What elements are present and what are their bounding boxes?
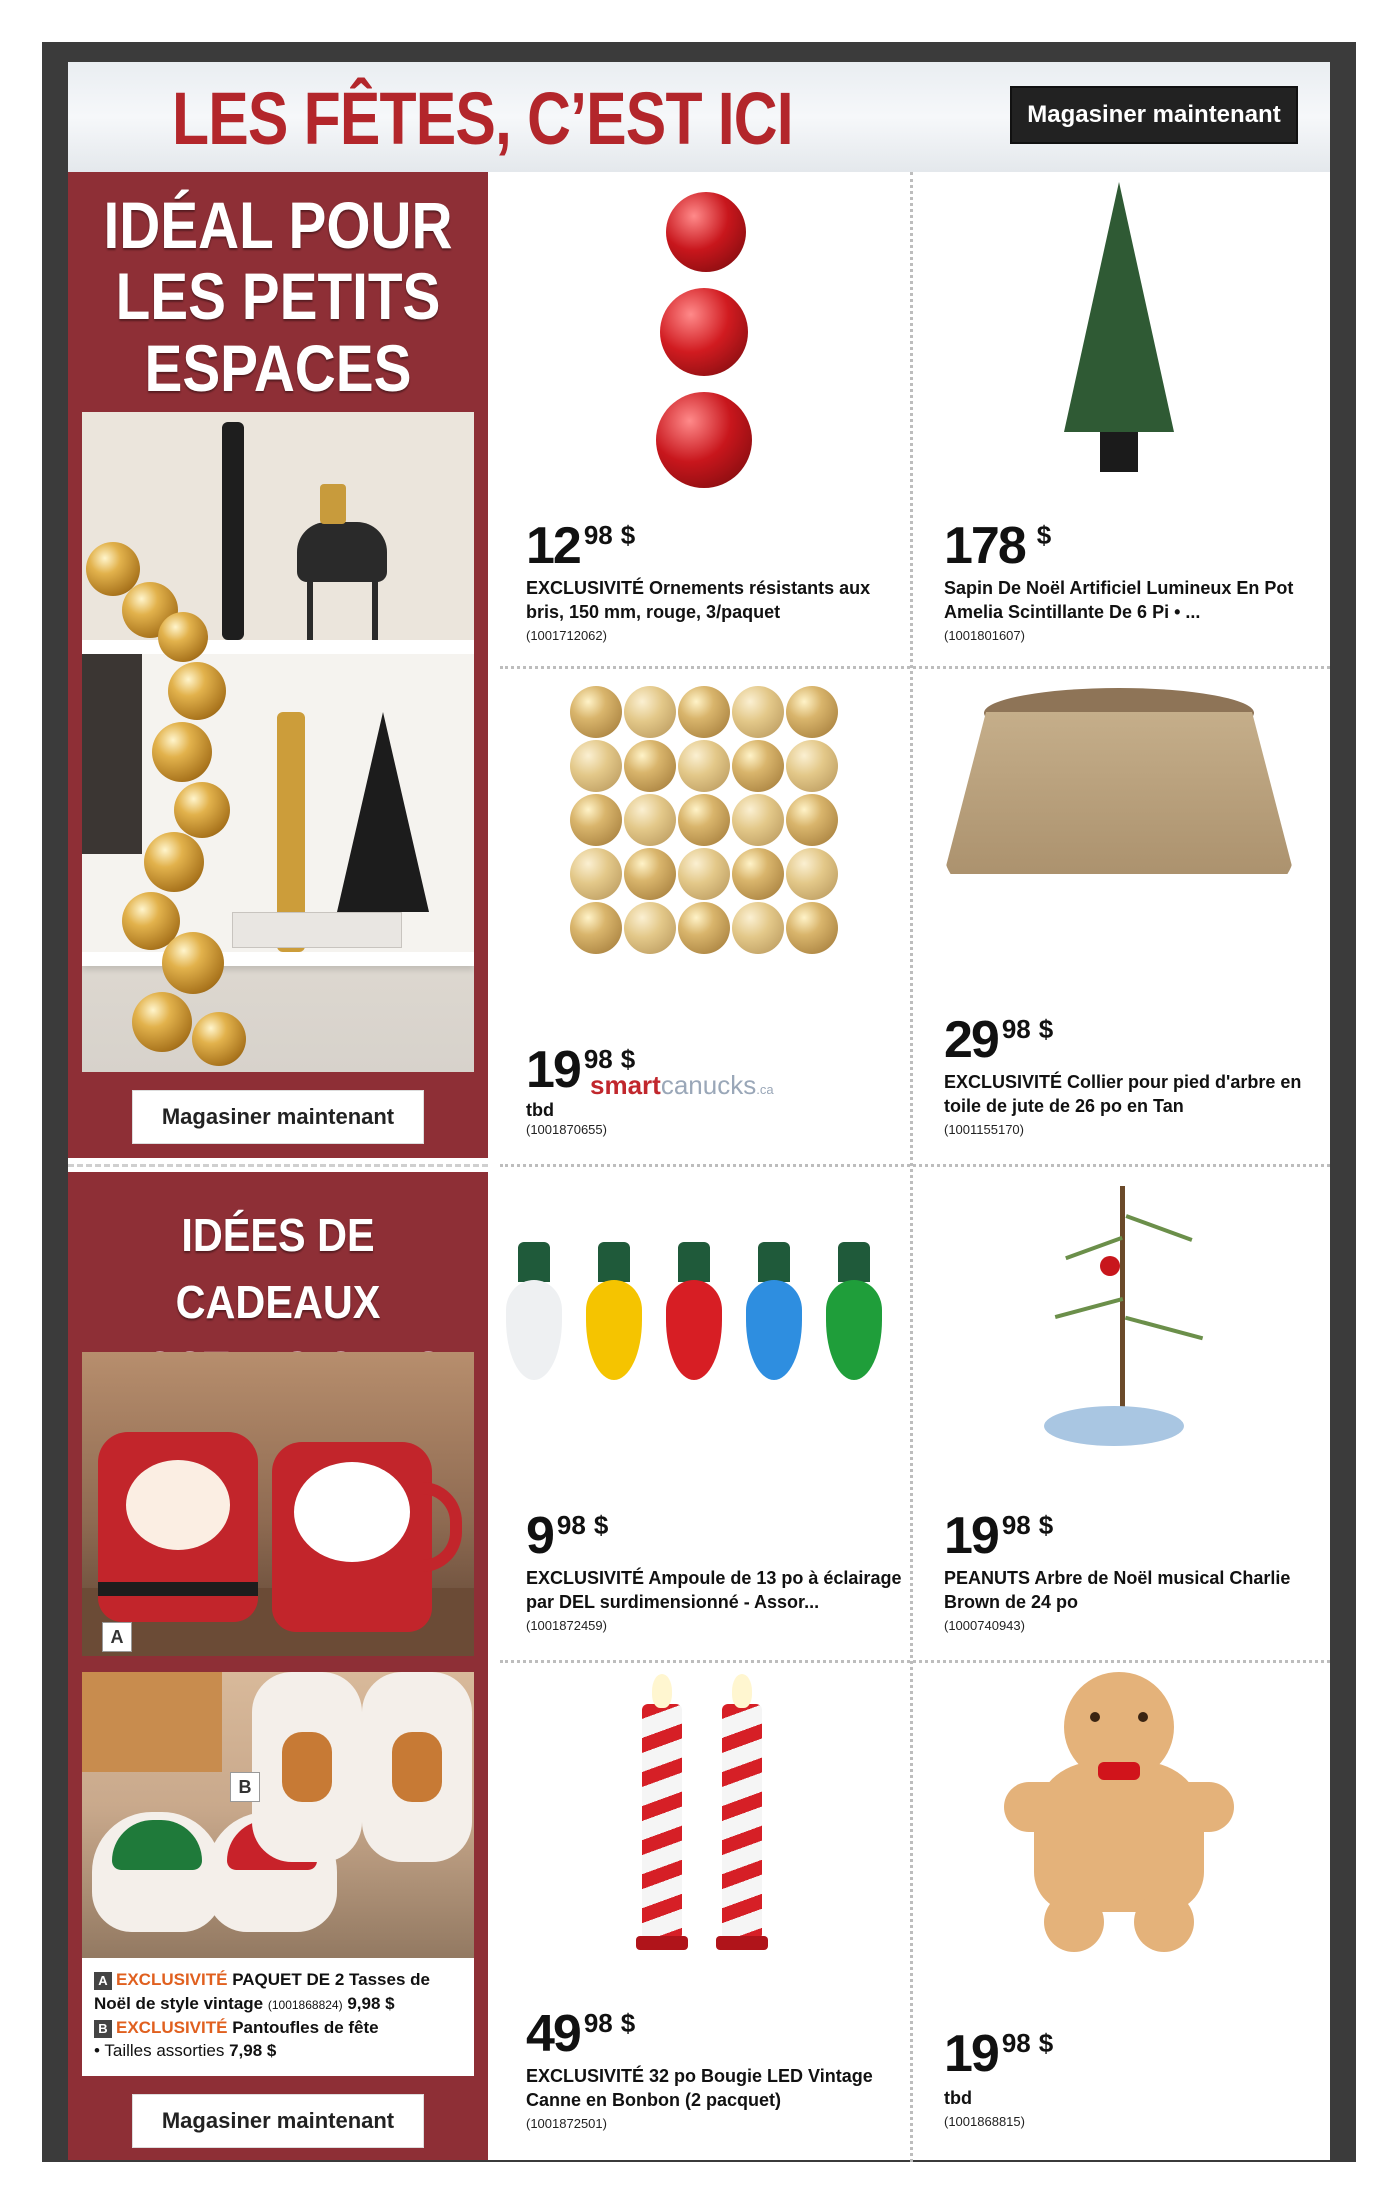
price-currency: $ <box>1036 520 1052 550</box>
gift-item-a-price: 9,98 $ <box>347 1993 395 2013</box>
gold-ball <box>192 1012 246 1066</box>
potted-tree-icon <box>1064 182 1174 482</box>
price-currency: $ <box>1038 2028 1054 2058</box>
gift-item-a-title: PAQUET DE 2 <box>232 1970 345 1989</box>
exclusive-label: EXCLUSIVITÉ <box>116 2017 228 2037</box>
product-description <box>944 1566 1324 1615</box>
gift-item-b-line2 <box>94 2039 462 2063</box>
gold-ball <box>152 722 212 782</box>
gold-ornament-ball <box>570 740 622 792</box>
price-currency: $ <box>620 2008 636 2038</box>
led-bulb <box>666 1242 722 1392</box>
gold-ornament-ball <box>570 794 622 846</box>
led-bulb <box>746 1242 802 1392</box>
gold-ornament-ball <box>570 902 622 954</box>
tree-trunk <box>1120 1186 1125 1426</box>
reindeer-figure <box>297 522 387 582</box>
gold-ornament-ball <box>786 740 838 792</box>
gold-ornament-ball <box>786 686 838 738</box>
product-sku: (1001712062) <box>526 628 607 643</box>
price-cents: 98 <box>1001 1510 1031 1540</box>
gold-ornament-ball <box>624 794 676 846</box>
gold-ornaments-icon <box>570 686 840 956</box>
bulb-glass <box>506 1280 562 1380</box>
price-dollars: 29 <box>944 1011 998 1069</box>
price-currency: $ <box>620 1044 636 1074</box>
product-desc-text: Ornements résistants aux bris, 150 mm, rouge, 3/paquet <box>526 578 871 623</box>
product-price <box>944 517 1052 575</box>
product-desc-text: tbd <box>944 2088 972 2108</box>
bulb-base <box>838 1242 870 1282</box>
tree-branch <box>1125 1214 1192 1242</box>
flame <box>732 1674 752 1708</box>
vintage-mugs-photo <box>82 1352 474 1656</box>
bulb-base <box>758 1242 790 1282</box>
price-cents: 98 <box>583 2008 613 2038</box>
black-tree-figure <box>337 712 429 912</box>
gingerbread-slipper <box>252 1672 362 1862</box>
bulb-base <box>518 1242 550 1282</box>
gold-ornament-ball <box>786 902 838 954</box>
price-cents: 98 <box>583 520 613 550</box>
tag-b: B <box>230 1772 260 1802</box>
led-bulb <box>586 1242 642 1392</box>
gingerbread-arms <box>1004 1782 1234 1832</box>
gold-ornament-ball <box>732 902 784 954</box>
product-description <box>526 576 906 625</box>
gold-ornament-ball <box>678 686 730 738</box>
product-badge: EXCLUSIVITÉ <box>526 578 645 598</box>
snowman-mug <box>272 1442 432 1632</box>
slippers-photo <box>82 1672 474 1968</box>
reindeer-leg <box>307 580 313 640</box>
gold-ball <box>158 612 208 662</box>
gift-item-a-sku: (1001868824) <box>267 1997 343 2012</box>
shelf <box>82 952 474 966</box>
product-price <box>526 1507 609 1565</box>
shelf <box>82 640 474 654</box>
price-currency: $ <box>1038 1014 1054 1044</box>
heading-line: LES PETITS <box>115 259 441 334</box>
watermark <box>590 1070 774 1101</box>
ornament-ball <box>660 288 748 376</box>
product-desc-text: Sapin De Noël Artificiel Lumineux En Pot Amelia Scintillante De 6 Pi • ... <box>944 578 1294 623</box>
eye <box>1138 1712 1148 1722</box>
tree-body <box>1064 182 1174 432</box>
small-spaces-panel <box>68 172 488 1158</box>
heading-line: IDÉES DE CADEAUX <box>175 1209 381 1328</box>
candy-cane-candles-icon <box>636 1674 776 1954</box>
heading-line: ESPACES <box>144 330 412 405</box>
product-desc-text: Ampoule de 13 po à éclairage par DEL surdimensionné - Assor... <box>526 1568 902 1613</box>
banner-title: LES FÊTES, C’EST ICI <box>172 77 793 160</box>
product-description <box>526 2064 906 2113</box>
gold-ornament-ball <box>732 794 784 846</box>
mug-face <box>294 1462 410 1562</box>
watermark-part: canucks <box>660 1070 757 1100</box>
gift-ideas-panel <box>68 1172 488 2160</box>
gift-item-b-desc: Pantoufles de fête <box>227 2017 379 2037</box>
gift-box-prop <box>82 1672 222 1772</box>
product-desc-text: 32 po Bougie LED Vintage Canne en Bonbon (2 pacquet) <box>526 2066 873 2111</box>
led-bulb <box>826 1242 882 1392</box>
gift-item-a-desc: Tasses de <box>344 1970 430 1989</box>
product-desc-text: Arbre de Noël musical Charlie Brown de 24 po <box>944 1568 1291 1613</box>
product-sku: (1001872501) <box>526 2116 607 2131</box>
price-cents: 98 <box>583 1044 613 1074</box>
price-currency: $ <box>1038 1510 1054 1540</box>
gift-item-a-desc2: Noël de style vintage <box>94 1993 264 2013</box>
grid-divider-vertical <box>910 172 913 2162</box>
product-badge: EXCLUSIVITÉ <box>944 1072 1063 1092</box>
gold-ornament-ball <box>678 740 730 792</box>
bulb-base <box>598 1242 630 1282</box>
reindeer-leg <box>372 580 378 640</box>
gold-ornament-ball <box>624 848 676 900</box>
product-price <box>944 2025 1054 2083</box>
shop-now-button-small-spaces[interactable]: Magasiner maintenant <box>132 1090 424 1144</box>
product-price <box>526 2005 636 2063</box>
tag-a: A <box>102 1622 132 1652</box>
price-currency: $ <box>620 520 636 550</box>
product-card[interactable] <box>496 172 908 662</box>
price-cents: 98 <box>1001 2028 1031 2058</box>
price-dollars: 12 <box>526 517 580 575</box>
product-desc-text: Collier pour pied d'arbre en toile de jute de 26 po en Tan <box>944 1072 1302 1117</box>
product-description <box>944 1070 1324 1119</box>
product-card[interactable] <box>496 1166 908 1656</box>
bulb-glass <box>666 1280 722 1380</box>
gold-ball <box>162 932 224 994</box>
slipper-gingerbread <box>392 1732 442 1802</box>
gold-ornament-ball <box>624 902 676 954</box>
stocking-holder <box>82 654 142 854</box>
candle-base <box>716 1936 768 1950</box>
bulb-glass <box>746 1280 802 1380</box>
product-sku: (1001155170) <box>944 1122 1024 1137</box>
flame <box>652 1674 672 1708</box>
price-dollars: 19 <box>526 1041 580 1099</box>
ornament-ball <box>666 192 746 272</box>
exclusive-label: EXCLUSIVITÉ <box>116 1970 228 1989</box>
price-dollars: 178 <box>944 517 1025 575</box>
eye <box>1090 1712 1100 1722</box>
gold-ornament-ball <box>678 794 730 846</box>
gold-ornament-ball <box>732 686 784 738</box>
product-sku: (1001872459) <box>526 1618 607 1633</box>
gift-item-b-sizes: • Tailles assorties <box>94 2041 225 2061</box>
gold-ornament-ball <box>732 848 784 900</box>
product-sku: (1001801607) <box>944 628 1025 643</box>
product-description <box>944 576 1324 625</box>
small-spaces-photo <box>82 412 474 1072</box>
bow-tie <box>1098 1762 1140 1780</box>
tree-collar-icon <box>944 688 1294 918</box>
gold-ball <box>132 992 192 1052</box>
candle <box>642 1704 682 1940</box>
gingerbread-plush-icon <box>1004 1672 1234 1962</box>
product-badge: EXCLUSIVITÉ <box>526 1568 645 1588</box>
bulb-glass <box>586 1280 642 1380</box>
gold-ball <box>174 782 230 838</box>
price-currency: $ <box>593 1510 609 1540</box>
tree-branch <box>1125 1316 1203 1341</box>
shop-now-button-gifts[interactable]: Magasiner maintenant <box>132 2094 424 2148</box>
price-dollars: 49 <box>526 2005 580 2063</box>
blanket <box>1044 1406 1184 1446</box>
product-description <box>526 1098 906 1122</box>
gold-ornament-ball <box>678 902 730 954</box>
heading-line: IDÉAL POUR <box>103 188 453 262</box>
green-slipper <box>92 1812 222 1932</box>
price-dollars: 9 <box>526 1507 553 1565</box>
panel-divider <box>68 1164 488 1167</box>
gold-ornament-ball <box>786 794 838 846</box>
gift-item-b <box>94 2016 462 2040</box>
product-price <box>526 517 636 575</box>
product-price <box>944 1507 1054 1565</box>
product-badge: PEANUTS <box>944 1568 1031 1588</box>
charlie-brown-tree-icon <box>1024 1186 1224 1456</box>
product-description <box>526 1566 906 1615</box>
product-card[interactable] <box>496 1662 908 2152</box>
mug-belt <box>98 1582 258 1596</box>
bulb-glass <box>826 1280 882 1380</box>
product-card[interactable] <box>914 1166 1326 1656</box>
bulb-base <box>678 1242 710 1282</box>
ornament-ball <box>656 392 752 488</box>
gold-ball <box>144 832 204 892</box>
badge-a: A <box>94 1972 112 1990</box>
gold-ball <box>168 662 226 720</box>
tree-pot <box>1100 432 1138 472</box>
gold-ornament-ball <box>624 686 676 738</box>
gift-item-a-line2 <box>94 1992 462 2016</box>
product-sku: (1001870655) <box>526 1122 607 1137</box>
small-spaces-heading <box>97 190 458 404</box>
gold-ornament-ball <box>732 740 784 792</box>
candle <box>722 1704 762 1940</box>
product-card[interactable] <box>914 172 1326 662</box>
product-description <box>944 2086 1324 2110</box>
gold-ornament-ball <box>624 740 676 792</box>
gold-ornament-ball <box>678 848 730 900</box>
gold-ornament-ball <box>570 686 622 738</box>
santa-mug <box>98 1432 258 1622</box>
product-sku: (1001868815) <box>944 2114 1025 2129</box>
watermark-part: .ca <box>756 1082 774 1097</box>
tree-branch <box>1055 1297 1124 1319</box>
gift-details-box <box>82 1958 474 2076</box>
product-card[interactable] <box>914 668 1326 1158</box>
gold-ornament-ball <box>570 848 622 900</box>
badge-b: B <box>94 2020 112 2038</box>
product-price <box>944 1011 1054 1069</box>
gift-item-b-price: 7,98 $ <box>229 2041 277 2061</box>
led-bulbs-icon <box>506 1242 906 1402</box>
gingerbread-leg <box>1044 1892 1104 1952</box>
shop-now-button-header[interactable]: Magasiner maintenant <box>1010 86 1298 144</box>
slipper-gingerbread <box>282 1732 332 1802</box>
mug-handle <box>422 1482 462 1572</box>
led-bulb <box>506 1242 562 1392</box>
gift-item-a <box>94 1968 462 1992</box>
red-ornaments-icon <box>656 192 756 492</box>
price-cents: 98 <box>1001 1014 1031 1044</box>
book-stack <box>232 912 402 948</box>
gold-ornament-ball <box>786 848 838 900</box>
slipper-face <box>112 1820 202 1870</box>
product-desc-text: tbd <box>526 1100 554 1120</box>
candle-base <box>636 1936 688 1950</box>
price-cents: 98 <box>556 1510 586 1540</box>
watermark-part: smart <box>590 1070 661 1100</box>
collar-body <box>944 712 1294 892</box>
product-card[interactable] <box>914 1662 1326 2152</box>
gingerbread-leg <box>1134 1892 1194 1952</box>
mug-face <box>126 1460 230 1550</box>
nutcracker-figure <box>222 422 244 640</box>
antlers <box>320 484 346 524</box>
gingerbread-slipper <box>362 1672 472 1862</box>
price-dollars: 19 <box>944 1507 998 1565</box>
product-badge: EXCLUSIVITÉ <box>526 2066 645 2086</box>
price-dollars: 19 <box>944 2025 998 2083</box>
red-ornament <box>1100 1256 1120 1276</box>
product-sku: (1000740943) <box>944 1618 1025 1633</box>
